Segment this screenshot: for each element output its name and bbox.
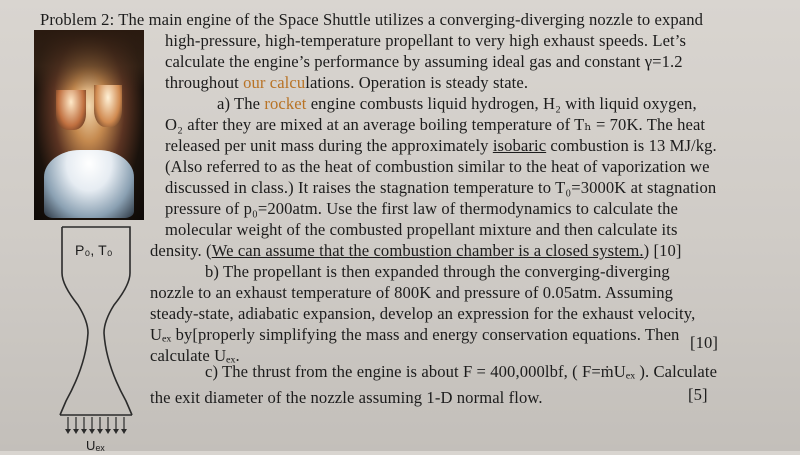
problem-intro-line-3: calculate the engine’s performance by assuming ideal gas and constant γ=1.2	[165, 52, 683, 71]
problem-intro-line-4	[165, 73, 528, 92]
part-a-line-1	[217, 94, 697, 113]
highlighted-text: rocket	[264, 94, 307, 113]
underlined-assumption: We can assume that the combustion chamber is a closed system.	[211, 241, 644, 260]
part-a-points: ) [10]	[643, 241, 682, 260]
problem-intro-line-1	[40, 10, 703, 29]
part-b-line-4: Uₑₓ by[properly simplifying the mass and energy conservation equations. Then	[150, 325, 680, 344]
problem-intro-line-2: high-pressure, high-temperature propellant to very high exhaust speeds. Let’s	[165, 31, 687, 50]
part-a-line-3	[165, 136, 717, 155]
intro-text: throughout	[165, 73, 244, 92]
part-a-line-5: discussed in class.) It raises the stagnation temperature to T₀=3000K at stagnation	[165, 178, 717, 197]
part-a-line-2: O₂ after they are mixed at an average boiling temperature of Tₕ = 70K. The heat	[165, 115, 706, 134]
space-shuttle-engine-photo	[34, 30, 144, 220]
exit-velocity-label: Uₑₓ	[86, 438, 105, 453]
part-b-line-2: nozzle to an exhaust temperature of 800K and pressure of 0.05atm. Assuming	[150, 283, 674, 302]
part-a-line-7: molecular weight of the combusted propellant mixture and then calculate its	[165, 220, 678, 239]
part-c-points: [5]	[688, 385, 708, 404]
part-c-line-1: c) The thrust from the engine is about F = 400,000lbf, ( F=ṁUₑₓ ). Calculate	[205, 362, 718, 381]
intro-text: The main engine of the Space Shuttle utilizes a converging-diverging nozzle to expand	[114, 10, 704, 29]
part-b-line-1: b) The propellant is then expanded through the converging-diverging	[205, 262, 670, 281]
intro-text: lations. Operation is steady state.	[305, 73, 529, 92]
part-a-text: a) The	[217, 94, 265, 113]
part-a-text: engine combusts liquid hydrogen, H₂ with liquid oxygen,	[306, 94, 697, 113]
part-a-text: combustion is 13 MJ/kg.	[546, 136, 717, 155]
part-b-line-5: calculate Uₑₓ.	[150, 346, 240, 365]
part-a-line-8	[150, 241, 682, 260]
part-b-points: [10]	[690, 333, 719, 352]
highlighted-text: our calcu	[243, 73, 306, 92]
underlined-term: isobaric	[492, 136, 547, 155]
part-b-line-3: steady-state, adiabatic expansion, develop an expression for the exhaust velocity,	[150, 304, 696, 323]
part-a-line-4: (Also referred to as the heat of combustion similar to the heat of vaporization we	[165, 157, 710, 176]
part-a-line-6: pressure of p₀=200atm. Use the first law of thermodynamics to calculate the	[165, 199, 678, 218]
problem-heading: Problem 2:	[40, 10, 115, 29]
part-c-line-2: the exit diameter of the nozzle assuming 1-D normal flow.	[150, 388, 543, 407]
part-a-text: released per unit mass during the approximately	[165, 136, 493, 155]
part-a-text: density. (	[150, 241, 212, 260]
chamber-label: P₀, T₀	[75, 242, 113, 258]
